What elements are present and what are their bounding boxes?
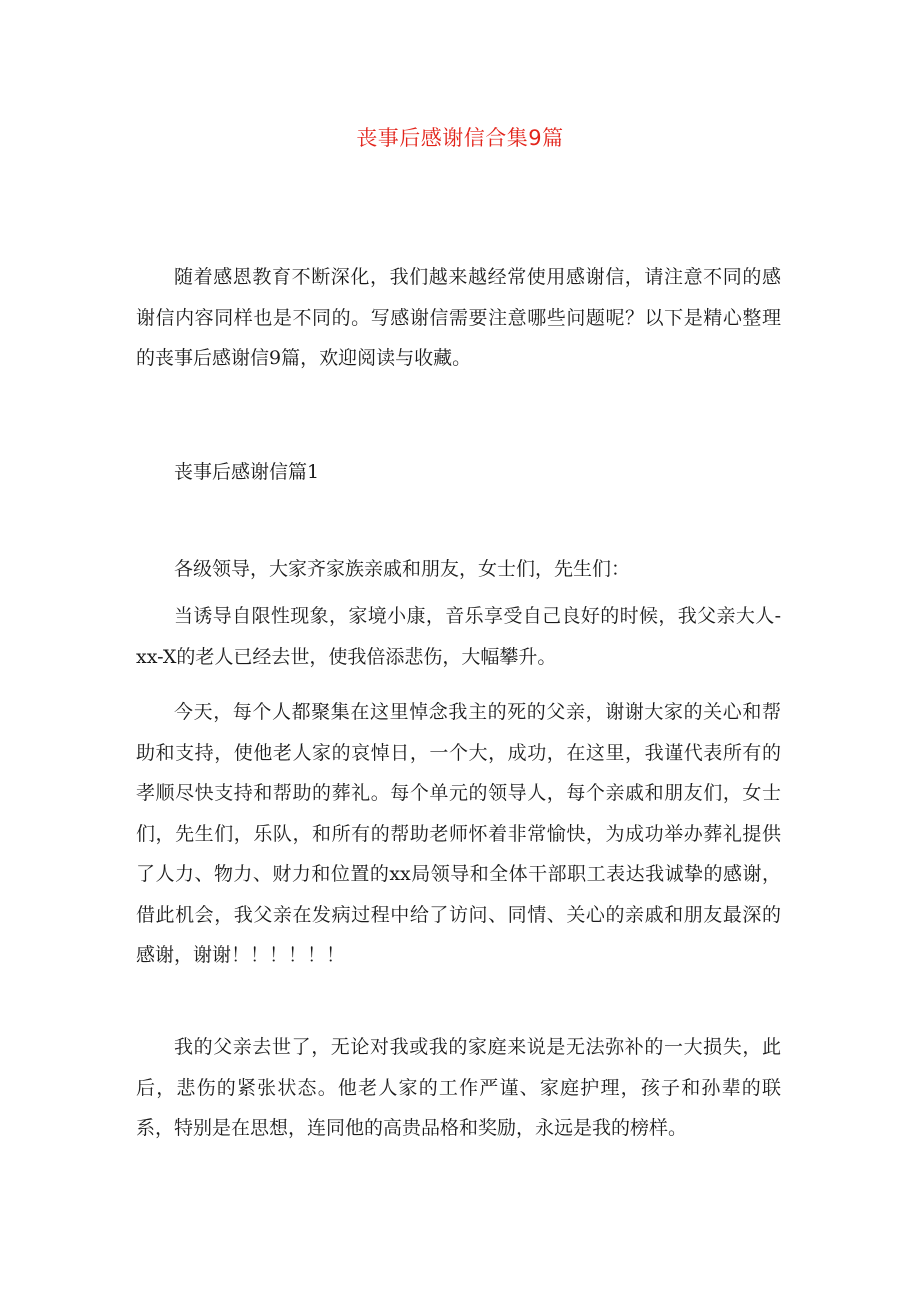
letter-paragraph-1: 当诱导自限性现象，家境小康，音乐享受自己良好的时候，我父亲大人-xx-X的老人已经去世，使我倍添悲伤，大幅攀升。 bbox=[136, 605, 781, 668]
section-heading: 丧事后感谢信篇1 bbox=[174, 461, 320, 483]
letter-greeting: 各级领导，大家齐家族亲戚和朋友，女士们，先生们： bbox=[174, 558, 631, 580]
letter-paragraph-2: 今天，每个人都聚集在这里悼念我主的死的父亲，谢谢大家的关心和帮助和支持，使他老人家的哀悼日，一个大，成功，在这里，我谨代表所有的孝顺尽快支持和帮助的葬礼。每个单元的领导人，每个亲戚和朋友们，女士们，先生们，乐队，和所有的帮助老师怀着非常愉快，为成功举办葬礼提供了人力、物力、财力和位置的xx局领导和全体干部职工表达我诚挚的感谢，借此机会，我父亲在发病过程中给了访问、同情、关心的亲戚和朋友最深的感谢，谢谢！！！！！！ bbox=[136, 701, 781, 966]
letter-paragraph-3: 我的父亲去世了，无论对我或我的家庭来说是无法弥补的一大损失，此后，悲伤的紧张状态。他老人家的工作严谨、家庭护理，孩子和孙辈的联系，特别是在思想，连同他的高贵品格和奖励，永远是我的榜样。 bbox=[136, 1036, 781, 1139]
document-title: 丧事后感谢信合集9篇 bbox=[356, 126, 564, 150]
intro-paragraph: 随着感恩教育不断深化，我们越来越经常使用感谢信，请注意不同的感谢信内容同样也是不同的。写感谢信需要注意哪些问题呢？以下是精心整理的丧事后感谢信9篇，欢迎阅读与收藏。 bbox=[136, 266, 781, 369]
